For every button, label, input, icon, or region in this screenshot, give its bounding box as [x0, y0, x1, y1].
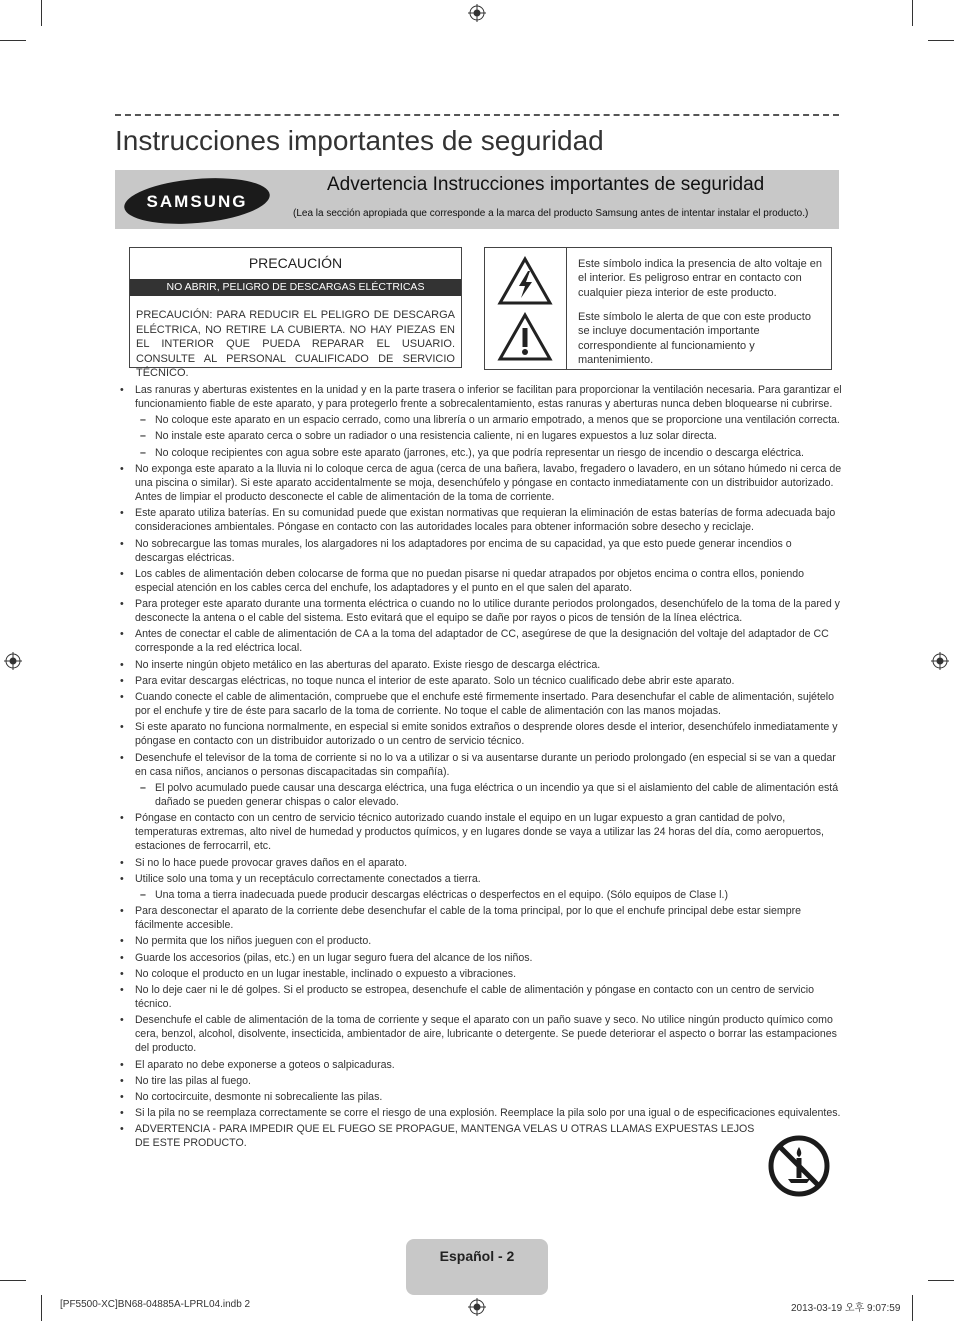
footer-timestamp: 2013-03-19 오후 9:07:59	[791, 1303, 901, 1314]
sub-bullet-item: – No coloque este aparato en un espacio cerrado, como una librería o un armario empotrado, a menos que se proporcione una ventilación correcta.	[118, 413, 842, 427]
bullet-item: • El aparato no debe exponerse a goteos o salpicaduras.	[118, 1058, 842, 1072]
title-rule	[115, 114, 839, 116]
bullet-item: • No cortocircuite, desmonte ni sobrecaliente las pilas.	[118, 1090, 842, 1104]
sub-bullet-item: – No coloque recipientes con agua sobre este aparato (jarrones, etc.), ya que podría representar un riesgo de incendio o descarga eléctrica.	[118, 446, 842, 460]
page-number: Español - 2	[439, 1248, 515, 1264]
caution-heading: PRECAUCIÓN	[248, 255, 343, 271]
bullet-item: • Las ranuras y aberturas existentes en la unidad y en la parte trasera o inferior se facilitan para proporcionar la ventilación necesaria. Para garantizar el funcionamiento fiable de este aparato, y para protegerlo frente a sobrecalentamiento, estas ranuras y aberturas nunca deben bloquearse ni cubrirse.	[118, 383, 842, 411]
bullet-item: • No lo deje caer ni le dé golpes. Si el producto se estropea, desenchufe el cable de alimentación y póngase en contacto con un centro de servicio técnico.	[118, 983, 842, 1011]
banner-subtitle: (Lea la sección apropiada que corresponde a la marca del producto Samsung antes de intentar instalar el producto.)	[293, 208, 809, 219]
page-number-tab	[406, 1239, 548, 1295]
bullet-item: • Si no lo hace puede provocar graves daños en el aparato.	[118, 856, 842, 870]
bullet-item: • Desenchufe el televisor de la toma de corriente si no lo va a utilizar o si va ausentarse durante un periodo prolongado (en especial si se van a quedar en casa niños, ancianos o personas discapacitadas sin compañía).	[118, 751, 842, 779]
page-title: Instrucciones importantes de seguridad	[115, 125, 604, 156]
symbols-box	[484, 247, 832, 370]
bullet-item: • Desenchufe el cable de alimentación de la toma de corriente y seque el aparato con un paño suave y seco. No utilice ningún producto químico como cera, benzol, alcohol, disolvente, insecticida, ambientador de aire, lubricante o detergente. Se puede deteriorar el aspecto o borrar las estampaciones del producto.	[118, 1013, 842, 1055]
voltage-symbol-text: Este símbolo indica la presencia de alto voltaje en el interior. Es peligroso entrar en contacto con cualquier pieza interior de este producto.	[578, 258, 822, 299]
crop-mark	[0, 1280, 26, 1281]
crop-mark	[41, 0, 42, 26]
registration-mark-icon	[931, 652, 949, 670]
caution-bar: NO ABRIR, PELIGRO DE DESCARGAS ELÉCTRICAS	[130, 279, 461, 296]
bullet-item: • Cuando conecte el cable de alimentación, compruebe que el enchufe esté firmemente insertado. Para desenchufar el cable de alimentación, sujételo por el enchufe y tire de éste para sacarlo de la toma de corriente. No toque el cable de alimentación con las manos mojadas.	[118, 690, 842, 718]
symbols-divider	[566, 248, 567, 369]
crop-mark	[928, 1280, 954, 1281]
bullet-item: • Los cables de alimentación deben colocarse de forma que no puedan pisarse ni quedar atrapados por objetos encima o contra ellos, poniendo especial atención en los cables cerca del enchufe, los adaptadores y el punto en el que salen del aparato.	[118, 567, 842, 595]
crop-mark	[912, 0, 913, 26]
bullet-item: • Guarde los accesorios (pilas, etc.) en un lugar seguro fuera del alcance de los niños.	[118, 951, 842, 965]
bullet-item: • Para desconectar el aparato de la corriente debe desenchufar el cable de la toma principal, por lo que el enchufe principal debe estar siempre fácilmente accesible.	[118, 904, 842, 932]
bullet-item: • Póngase en contacto con un centro de servicio técnico autorizado cuando instale el equipo en un lugar expuesto a gran cantidad de polvo, temperaturas extremas, alto nivel de humedad y productos químicos, y en lugares donde se vaya a utilizar las 24 horas del día, como aeropuertos, estaciones de ferrocarril, etc.	[118, 811, 842, 853]
bullet-item: • Este aparato utiliza baterías. En su comunidad puede que existan normativas que requieran la eliminación de estas baterías de forma adecuada bajo consideraciones ambientales. Póngase en contacto con las autoridades locales para obtener información sobre desecho y reciclaje.	[118, 506, 842, 534]
crop-mark	[0, 40, 26, 41]
crop-mark	[912, 1295, 913, 1321]
bullet-item: • Antes de conectar el cable de alimentación de CA a la toma del adaptador de CC, asegúrese de que la designación del voltaje del adaptador de CC corresponde a la red eléctrica local.	[118, 627, 842, 655]
banner-title: Advertencia Instrucciones importantes de seguridad	[327, 174, 765, 195]
bullet-item: • No coloque el producto en un lugar inestable, inclinado o expuesto a vibraciones.	[118, 967, 842, 981]
safety-list	[118, 383, 842, 1153]
bullet-item: • Para proteger este aparato durante una tormenta eléctrica o cuando no lo utilice durante periodos prolongados, desenchúfelo de la toma de la pared y desconecte la antena o el cable del sistema. Esto evitará que el equipo se dañe por rayos o picos de tensión de la línea eléctrica.	[118, 597, 842, 625]
registration-mark-icon	[468, 4, 486, 22]
registration-mark-icon	[4, 652, 22, 670]
sub-bullet-item: – Una toma a tierra inadecuada puede producir descargas eléctricas o desperfectos en el equipo. (Sólo equipos de Clase l.)	[118, 888, 842, 902]
bullet-item: • Para evitar descargas eléctricas, no toque nunca el interior de este aparato. Solo un técnico cualificado debe abrir este aparato.	[118, 674, 842, 688]
alert-symbol-text: Este símbolo le alerta de que con este producto se incluye documentación importante correspondiente al funcionamiento y mantenimiento.	[578, 311, 811, 366]
samsung-logo	[123, 176, 271, 226]
bullet-item: • No inserte ningún objeto metálico en las aberturas del aparato. Existe riesgo de descarga eléctrica.	[118, 658, 842, 672]
no-candle-flame-icon	[768, 1135, 830, 1197]
caution-body: PRECAUCIÓN: PARA REDUCIR EL PELIGRO DE DESCARGA ELÉCTRICA, NO RETIRE LA CUBIERTA. NO HAY PIEZAS EN EL INTERIOR QUE PUEDA REPARAR EL USUARIO. CONSULTE AL PERSONAL CUALIFICADO DE SERVICIO TÉCNICO.	[136, 309, 455, 379]
sub-bullet-item: – El polvo acumulado puede causar una descarga eléctrica, una fuga eléctrica o un incendio ya que si el aislamiento del cable de alimentación está dañado se pueden generar chispas o calor elevado.	[118, 781, 842, 809]
sub-bullet-item: – No instale este aparato cerca o sobre un radiador o una resistencia caliente, ni en lugares expuestos a luz solar directa.	[118, 429, 842, 443]
caution-box	[129, 247, 462, 379]
brand-banner	[115, 170, 839, 229]
bullet-item: • No exponga este aparato a la lluvia ni lo coloque cerca de agua (cerca de una bañera, lavabo, fregadero o lavadero, en un sótano húmedo ni cerca de una piscina o similar). Si este aparato accidentalmente se moja, desenchúfelo y póngase en contacto inmediatamente con un distribuidor autorizado. Antes de limpiar el producto desconecte el cable de alimentación de la toma de corriente.	[118, 462, 842, 504]
bullet-item: • Si la pila no se reemplaza correctamente se corre el riesgo de una explosión. Reemplace la pila solo por una igual o de especificaciones equivalentes.	[118, 1106, 842, 1120]
bullet-item: • Si este aparato no funciona normalmente, en especial si emite sonidos extraños o desprende olores desde el interior, desenchúfelo inmediatamente y póngase en contacto con un distribuidor autorizado o un centro de servicio técnico.	[118, 720, 842, 748]
bullet-item: • ADVERTENCIA - PARA IMPEDIR QUE EL FUEGO SE PROPAGUE, MANTENGA VELAS U OTRAS LLAMAS EXPUESTAS LEJOS DE ESTE PRODUCTO.	[118, 1122, 755, 1150]
crop-mark	[41, 1295, 42, 1321]
logo-text: SAMSUNG	[146, 192, 248, 211]
bullet-item: • Utilice solo una toma y un receptáculo correctamente conectados a tierra.	[118, 872, 842, 886]
registration-mark-icon	[468, 1298, 486, 1316]
exclamation-warning-icon	[497, 312, 553, 362]
footer-file-info: [PF5500-XC]BN68-04885A-LPRL04.indb 2	[60, 1299, 251, 1310]
crop-mark	[928, 40, 954, 41]
bullet-item: • No tire las pilas al fuego.	[118, 1074, 842, 1088]
bullet-item: • No sobrecargue las tomas murales, los alargadores ni los adaptadores por encima de su capacidad, ya que esto puede generar incendios o descargas eléctricas.	[118, 537, 842, 565]
high-voltage-warning-icon	[497, 256, 553, 306]
bullet-item: • No permita que los niños jueguen con el producto.	[118, 934, 842, 948]
